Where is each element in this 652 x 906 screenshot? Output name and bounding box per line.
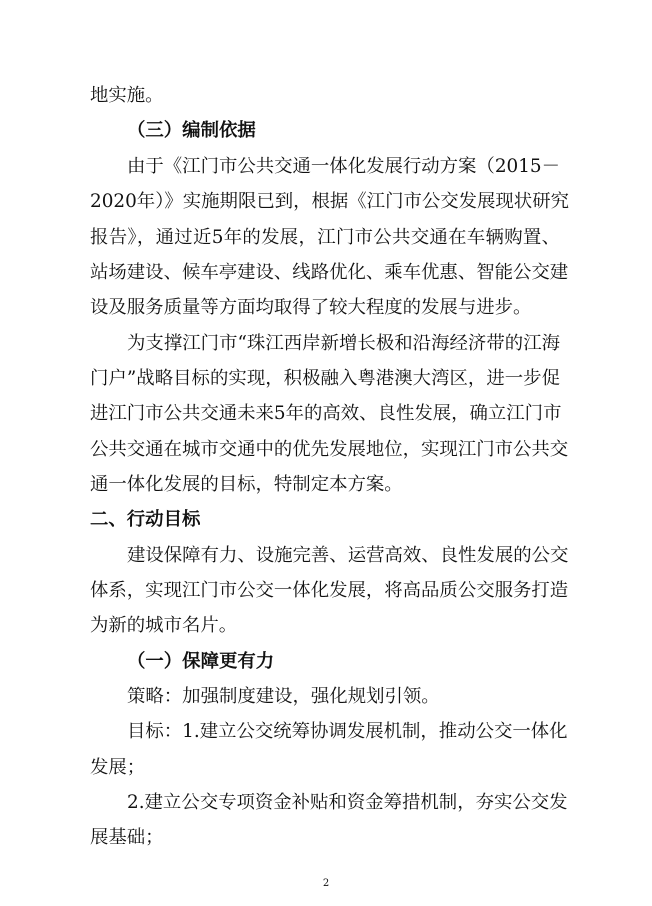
text-line: 为支撑江门市“珠江西岸新增长极和沿海经济带的江海: [127, 333, 560, 354]
text-line: 报告》，通过近5年的发展，江门市公共交通在车辆购置、: [90, 227, 560, 248]
text-line: 发展；: [90, 757, 146, 778]
section-heading: （一）保障更有力: [127, 651, 275, 672]
text-line: 策略：加强制度建设，强化规划引领。: [127, 686, 440, 707]
text-line: 2.建立公交专项资金补贴和资金筹措机制，夯实公交发: [127, 792, 568, 813]
text-line: 为新的城市名片。: [90, 615, 238, 636]
text-line: 通一体化发展的目标，特制定本方案。: [90, 474, 403, 495]
text-line: 建设保障有力、设施完善、运营高效、良性发展的公交: [127, 545, 569, 566]
text-line: 公共交通在城市交通中的优先发展地位，实现江门市公共交: [90, 439, 569, 460]
section-heading: （三）编制依据: [127, 120, 256, 141]
text-line: 目标：1.建立公交统筹协调发展机制，推动公交一体化: [127, 721, 568, 742]
text-line: 展基础；: [90, 827, 164, 848]
section-heading: 二、行动目标: [90, 509, 201, 530]
page-number: 2: [322, 878, 330, 889]
text-line: 由于《江门市公共交通一体化发展行动方案（2015－: [127, 156, 561, 177]
text-line: 进江门市公共交通未来5年的高效、良性发展，确立江门市: [90, 403, 562, 424]
text-line: 设及服务质量等方面均取得了较大程度的发展与进步。: [90, 297, 532, 318]
text-line: 地实施。: [90, 85, 164, 106]
text-line: 体系，实现江门市公交一体化发展，将高品质公交服务打造: [90, 580, 569, 601]
text-line: 门户”战略目标的实现，积极融入粤港澳大湾区，进一步促: [90, 368, 560, 389]
text-line: 2020年）》实施期限已到，根据《江门市公交发展现状研究: [90, 191, 569, 212]
text-line: 站场建设、候车亭建设、线路优化、乘车优惠、智能公交建: [90, 262, 569, 283]
